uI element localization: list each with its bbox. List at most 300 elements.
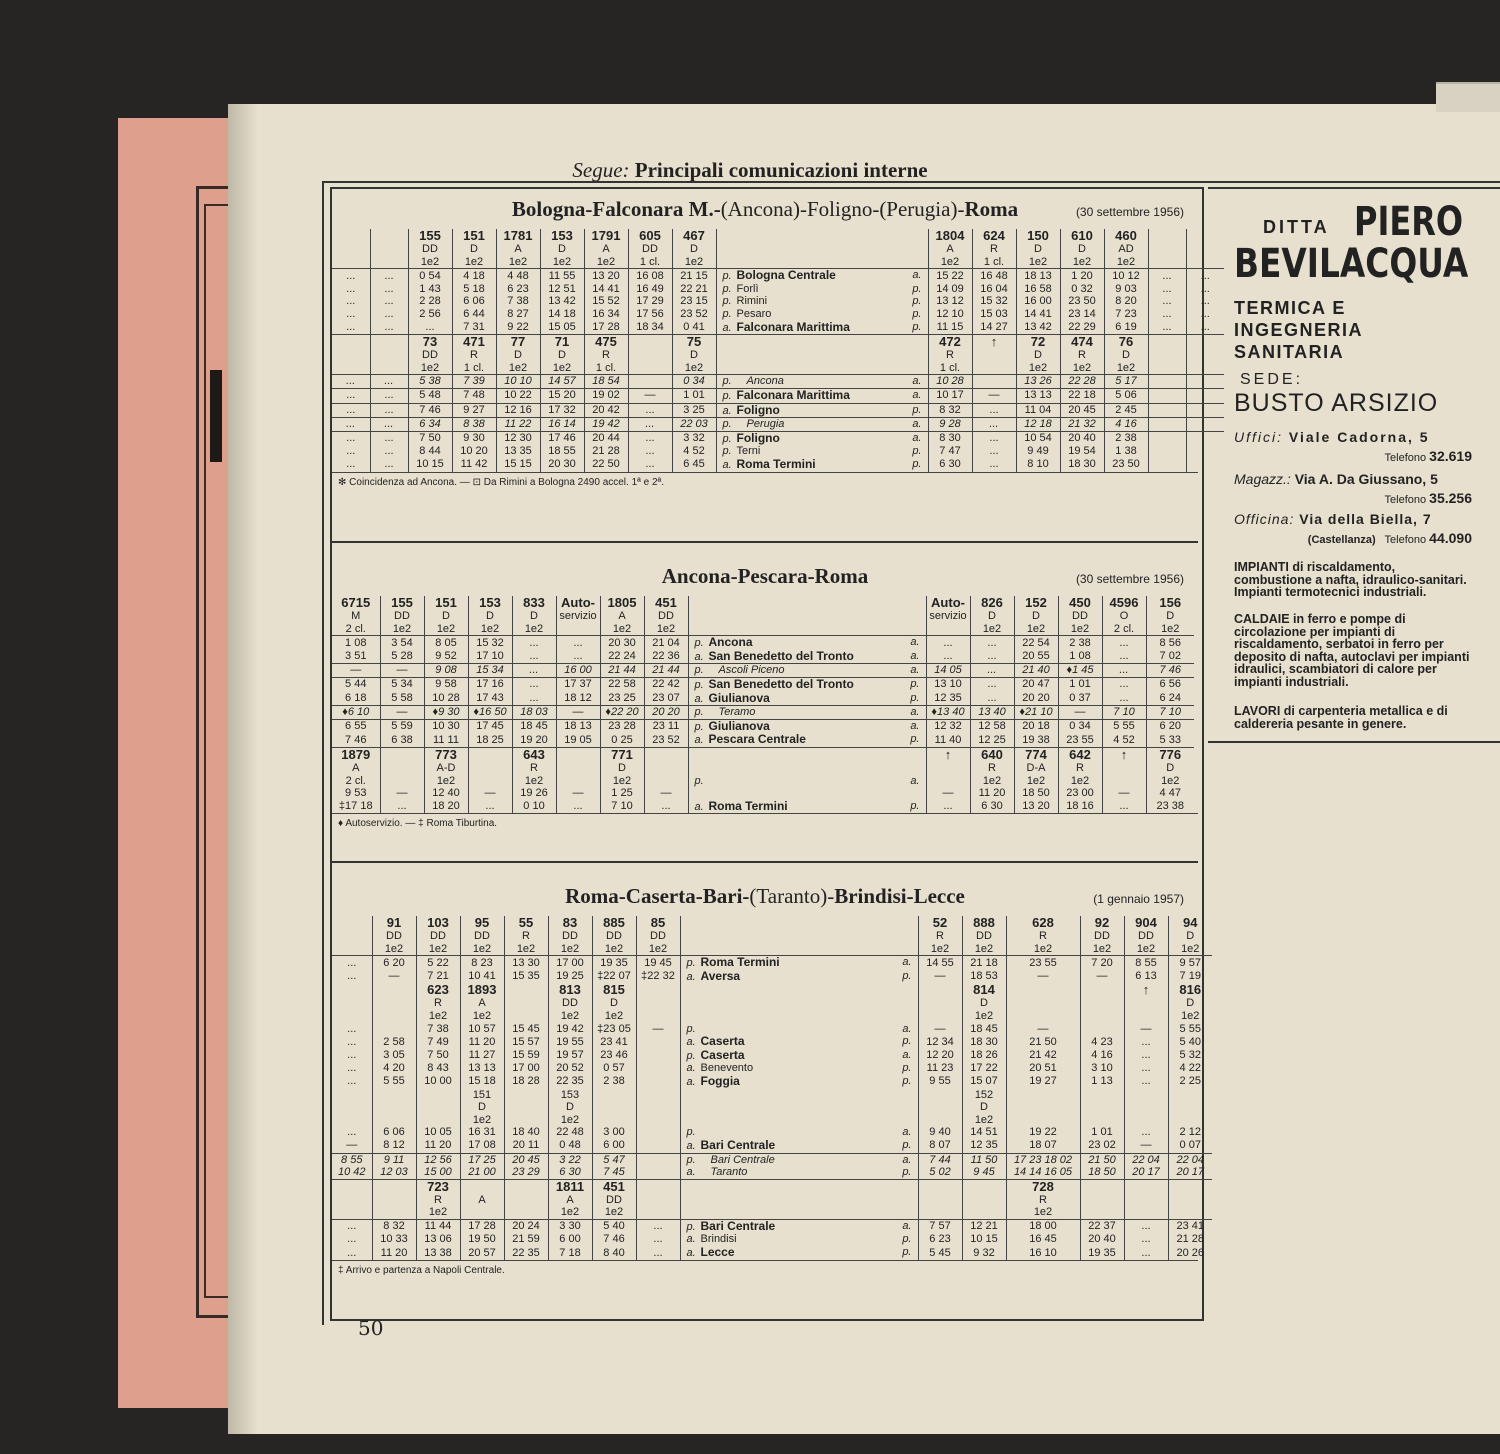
section-date: (30 settembre 1956): [1075, 205, 1184, 219]
station-cell: [680, 1246, 918, 1260]
time-cell: 12 25: [970, 733, 1014, 747]
time-cell: 23 52: [644, 733, 688, 747]
time-cell: 23 46: [592, 1049, 636, 1063]
time-cell: 1e2: [1168, 943, 1212, 956]
station-name: Bari Centrale: [710, 1153, 775, 1166]
time-cell: 19 57: [548, 1049, 592, 1063]
time-cell: 16 00: [1016, 295, 1060, 308]
time-cell: 1e2: [1060, 362, 1104, 375]
time-cell: [380, 747, 424, 762]
direction-mark: a.: [912, 431, 922, 444]
time-cell: [556, 623, 600, 636]
time-cell: 23 52: [672, 308, 716, 321]
time-cell: 10 05: [416, 1126, 460, 1139]
time-cell: 1e2: [970, 775, 1014, 788]
time-cell: DD: [1124, 930, 1168, 943]
time-cell: AD: [1104, 243, 1148, 256]
table-row: [332, 362, 1224, 375]
direction-mark: p.: [722, 295, 732, 308]
time-cell: ...: [346, 458, 356, 471]
time-cell: ...: [1102, 677, 1146, 691]
time-cell: 23 41: [1168, 1219, 1212, 1233]
time-cell: 20 45: [1060, 403, 1104, 418]
time-cell: 1 01: [1058, 677, 1102, 691]
time-cell: 21 40: [1014, 664, 1058, 678]
time-cell: 776: [1146, 747, 1194, 762]
time-cell: ...: [332, 431, 370, 445]
time-cell: [680, 1114, 918, 1127]
time-cell: A: [928, 243, 972, 256]
time-cell: 20 52: [548, 1062, 592, 1075]
time-cell: 13 42: [1016, 321, 1060, 335]
time-cell: 20 40: [1080, 1233, 1124, 1246]
time-cell: ♦9 30: [424, 706, 468, 720]
section-header: [332, 876, 1198, 916]
time-cell: 5 06: [1104, 388, 1148, 403]
time-cell: [644, 775, 688, 788]
time-cell: 1e2: [1146, 623, 1194, 636]
time-cell: 6 24: [1146, 692, 1194, 706]
time-cell: [1148, 403, 1186, 418]
time-cell: [332, 1194, 372, 1207]
time-cell: 21 18: [962, 956, 1006, 970]
ad-phone-number: 32.619: [1429, 448, 1472, 464]
time-cell: 20 17: [1168, 1166, 1212, 1179]
time-cell: 21 00: [460, 1166, 504, 1179]
time-cell: ...: [926, 800, 970, 814]
ad-officina-phone: [1308, 530, 1472, 546]
time-cell: 1e2: [962, 943, 1006, 956]
direction-mark: a.: [910, 649, 920, 662]
time-cell: 7 38: [496, 295, 540, 308]
station-name: Falconara Marittima: [736, 388, 850, 402]
time-cell: 15 15: [496, 458, 540, 472]
time-cell: 22 50: [584, 458, 628, 472]
time-cell: ...: [1102, 692, 1146, 706]
time-cell: 12 40: [424, 787, 468, 800]
time-cell: 10 12: [1104, 269, 1148, 283]
time-cell: [1148, 256, 1186, 269]
time-cell: 15 35: [504, 970, 548, 984]
ad-phone-number: 35.256: [1429, 490, 1472, 506]
time-cell: 1804: [928, 229, 972, 243]
time-cell: 475: [584, 335, 628, 350]
time-cell: [636, 997, 680, 1010]
time-cell: 18 34: [628, 321, 672, 335]
time-cell: 14 27: [972, 321, 1016, 335]
station-name: Ancona: [708, 635, 753, 650]
table-row: [332, 349, 1224, 362]
time-cell: 1e2: [636, 943, 680, 956]
time-cell: 3 10: [1080, 1062, 1124, 1075]
table-row: [332, 916, 1212, 930]
time-cell: 17 45: [468, 719, 512, 733]
direction-mark: a.: [686, 970, 696, 983]
time-cell: D: [970, 610, 1014, 623]
time-cell: ...: [347, 1246, 357, 1259]
time-cell: ...: [1102, 650, 1146, 664]
time-cell: 1e2: [512, 623, 556, 636]
time-cell: 16 14: [540, 418, 584, 432]
direction-mark: a.: [910, 774, 920, 787]
time-cell: ...: [347, 1035, 357, 1048]
time-cell: [460, 1179, 504, 1194]
time-cell: ...: [347, 970, 357, 983]
time-cell: 467: [672, 229, 716, 243]
time-cell: 1e2: [672, 256, 716, 269]
time-cell: 8 12: [372, 1139, 416, 1153]
time-cell: 14 14 16 05: [1006, 1166, 1080, 1179]
time-cell: 12 18: [1016, 418, 1060, 432]
time-cell: [370, 243, 408, 256]
time-cell: [680, 930, 918, 943]
station-cell: [688, 664, 926, 678]
station-cell: [688, 706, 926, 720]
direction-mark: p.: [686, 1153, 696, 1166]
time-cell: 771: [600, 747, 644, 762]
time-cell: [504, 1179, 548, 1194]
station-name: Taranto: [710, 1166, 748, 1179]
direction-mark: p.: [686, 1049, 696, 1062]
time-cell: 103: [416, 916, 460, 930]
time-cell: [1168, 1179, 1212, 1194]
time-cell: [1006, 1101, 1080, 1114]
table-row: [332, 970, 1212, 984]
time-cell: 19 54: [1060, 445, 1104, 458]
time-cell: 13 12: [928, 295, 972, 308]
advertisement: [1208, 187, 1500, 743]
time-cell: 19 02: [584, 388, 628, 403]
station-name: Brindisi: [700, 1233, 737, 1246]
time-cell: 3 25: [672, 403, 716, 418]
station-name: Foggia: [700, 1074, 740, 1088]
time-cell: 6 00: [548, 1233, 592, 1246]
time-cell: 814: [962, 983, 1006, 997]
time-cell: 6 55: [332, 719, 380, 733]
direction-mark: p.: [910, 691, 920, 704]
time-cell: 94: [1168, 916, 1212, 930]
time-cell: 20 30: [600, 636, 644, 650]
time-cell: 628: [1006, 916, 1080, 930]
direction-mark: p.: [686, 957, 696, 970]
time-cell: M: [351, 610, 361, 622]
time-cell: R: [1058, 762, 1102, 775]
time-cell: 11 20: [970, 787, 1014, 800]
time-cell: 153: [548, 1089, 592, 1102]
time-cell: ...: [970, 692, 1014, 706]
time-cell: 18 20: [424, 800, 468, 814]
direction-mark: p.: [694, 678, 704, 691]
time-cell: 8 55: [1124, 956, 1168, 970]
time-cell: 19 27: [1006, 1075, 1080, 1089]
time-cell: A: [352, 761, 360, 774]
time-cell: 1e2: [1016, 256, 1060, 269]
time-cell: 23 02: [1080, 1139, 1124, 1153]
time-cell: 17 28: [460, 1219, 504, 1233]
time-cell: [716, 229, 928, 243]
station-name: Benevento: [700, 1062, 754, 1075]
time-cell: [370, 362, 408, 375]
time-cell: 7 20: [1080, 956, 1124, 970]
time-cell: [680, 997, 918, 1010]
time-cell: R: [452, 349, 496, 362]
station-name: Bari Centrale: [700, 1219, 776, 1233]
time-cell: ↑: [1124, 983, 1168, 997]
time-cell: —: [1102, 787, 1146, 800]
time-cell: [1006, 983, 1080, 997]
time-cell: 12 35: [962, 1139, 1006, 1153]
table-row: [332, 775, 1194, 788]
time-cell: 18 03: [512, 706, 556, 720]
direction-mark: p.: [694, 720, 704, 733]
time-cell: [680, 983, 918, 997]
time-cell: 21 42: [1006, 1049, 1080, 1063]
time-cell: 6 34: [408, 418, 452, 432]
time-cell: 21 59: [504, 1233, 548, 1246]
time-cell: 5 58: [380, 692, 424, 706]
ad-magazz: [1234, 471, 1474, 487]
page-number: 50: [358, 1316, 384, 1340]
time-cell: [1080, 1010, 1124, 1023]
time-cell: [504, 997, 548, 1010]
time-cell: 12 20: [918, 1049, 962, 1063]
time-cell: 21 50: [1006, 1035, 1080, 1049]
direction-mark: p.: [902, 1166, 912, 1179]
time-cell: 73: [408, 335, 452, 350]
time-cell: [636, 1010, 680, 1023]
time-cell: 6 30: [548, 1166, 592, 1179]
direction-mark: p.: [722, 445, 732, 458]
time-cell: 13 20: [1014, 800, 1058, 814]
station-name: Caserta: [700, 1035, 745, 1049]
time-cell: 3 05: [372, 1049, 416, 1063]
time-cell: 20 18: [1014, 719, 1058, 733]
time-cell: 8 32: [372, 1219, 416, 1233]
time-cell: 1e2: [408, 362, 452, 375]
time-cell: 6 20: [372, 956, 416, 970]
table-row: [332, 1089, 1212, 1102]
station-cell: [716, 431, 928, 445]
time-cell: 2 58: [372, 1035, 416, 1049]
time-cell: 1e2: [548, 943, 592, 956]
station-name: Pesaro: [736, 307, 772, 320]
time-cell: 17 10: [468, 650, 512, 664]
time-cell: ...: [1148, 295, 1186, 308]
time-cell: 7 02: [1146, 650, 1194, 664]
time-cell: ...: [970, 636, 1014, 650]
time-cell: [372, 1114, 416, 1127]
time-cell: 20 51: [1006, 1062, 1080, 1075]
time-cell: 10 57: [460, 1023, 504, 1036]
time-cell: 7 46: [345, 733, 367, 746]
time-cell: 17 25: [460, 1153, 504, 1166]
time-cell: 11 22: [496, 418, 540, 432]
time-cell: DD: [380, 610, 424, 623]
time-cell: 10 20: [452, 445, 496, 458]
time-cell: 774: [1014, 747, 1058, 762]
ad-ditta: DITTA: [1263, 217, 1330, 237]
time-cell: 13 26: [1016, 375, 1060, 389]
time-cell: D: [1168, 997, 1212, 1010]
time-cell: 17 08: [460, 1139, 504, 1153]
time-cell: ♦16 50: [468, 706, 512, 720]
time-cell: DD: [460, 930, 504, 943]
time-cell: 0 57: [592, 1062, 636, 1075]
time-cell: R: [928, 349, 972, 362]
time-cell: 18 30: [1060, 458, 1104, 472]
time-cell: [332, 1101, 372, 1114]
time-cell: 16 49: [628, 283, 672, 296]
time-cell: 16 31: [460, 1126, 504, 1139]
time-cell: [918, 1206, 962, 1219]
time-cell: 22 37: [1080, 1219, 1124, 1233]
station-cell: [688, 677, 926, 691]
time-cell: 2 56: [408, 308, 452, 321]
time-cell: ...: [1186, 308, 1224, 321]
time-cell: 11 23: [918, 1062, 962, 1075]
time-cell: 15 32: [468, 636, 512, 650]
time-cell: 20 20: [644, 706, 688, 720]
time-cell: ...: [628, 445, 672, 458]
time-cell: 17 32: [540, 403, 584, 418]
time-cell: 15 52: [584, 295, 628, 308]
time-cell: [332, 362, 370, 375]
direction-mark: a.: [686, 1166, 696, 1179]
time-cell: 9 27: [452, 403, 496, 418]
time-cell: [636, 983, 680, 997]
table-row: [332, 943, 1212, 956]
time-cell: [926, 762, 970, 775]
time-cell: ...: [347, 1075, 357, 1088]
table-row: [332, 1233, 1212, 1246]
time-cell: 5 38: [408, 375, 452, 389]
station-cell: [688, 719, 926, 733]
direction-mark: a.: [686, 1036, 696, 1049]
time-cell: 450: [1058, 596, 1102, 610]
time-cell: 16 10: [1006, 1246, 1080, 1260]
time-cell: 20 26: [1168, 1246, 1212, 1260]
time-cell: ...: [628, 431, 672, 445]
time-cell: [332, 335, 370, 350]
time-cell: D: [1014, 610, 1058, 623]
time-cell: 14 05: [926, 664, 970, 678]
ad-paragraph-head: LAVORI: [1234, 704, 1281, 718]
time-cell: [1148, 335, 1186, 350]
time-cell: 20 45: [504, 1153, 548, 1166]
table-row: [332, 388, 1224, 403]
time-cell: 18 40: [504, 1126, 548, 1139]
time-cell: D: [672, 243, 716, 256]
table-row: [332, 747, 1194, 762]
time-cell: ...: [380, 800, 424, 814]
time-cell: 13 35: [496, 445, 540, 458]
time-cell: 12 56: [416, 1153, 460, 1166]
station-name: Caserta: [700, 1048, 745, 1062]
time-cell: 5 18: [452, 283, 496, 296]
time-cell: O: [1102, 610, 1146, 623]
time-cell: 8 30: [928, 431, 972, 445]
time-cell: ↑: [972, 335, 1016, 350]
ad-city: BUSTO ARSIZIO: [1234, 389, 1439, 417]
time-cell: [636, 1075, 680, 1089]
station-cell: [716, 295, 928, 308]
time-cell: 11 40: [926, 733, 970, 747]
time-cell: 4 52: [672, 445, 716, 458]
time-cell: ...: [346, 282, 356, 295]
time-cell: 723: [416, 1179, 460, 1194]
time-cell: 21 44: [600, 664, 644, 678]
time-cell: 8 32: [928, 403, 972, 418]
time-cell: 3 54: [380, 636, 424, 650]
time-cell: 6 23: [918, 1233, 962, 1246]
time-cell: 4 16: [1080, 1049, 1124, 1063]
direction-mark: p.: [694, 664, 704, 677]
time-cell: D: [512, 610, 556, 623]
time-cell: [468, 747, 512, 762]
time-cell: 642: [1058, 747, 1102, 762]
time-cell: —: [636, 1023, 680, 1036]
time-cell: ...: [1124, 1062, 1168, 1075]
time-cell: [332, 1114, 372, 1127]
time-cell: 85: [636, 916, 680, 930]
direction-mark: p.: [722, 418, 732, 431]
time-cell: 5 17: [1104, 375, 1148, 389]
time-cell: 10 28: [424, 692, 468, 706]
time-cell: [1124, 1206, 1168, 1219]
table-row: [332, 719, 1194, 733]
time-cell: DD: [408, 243, 452, 256]
time-cell: [504, 1101, 548, 1114]
time-cell: 13 30: [504, 956, 548, 970]
time-cell: 6715: [341, 596, 371, 610]
time-cell: D: [592, 997, 636, 1010]
table-row: [332, 706, 1194, 720]
time-cell: ...: [370, 388, 408, 403]
time-cell: 1 08: [1058, 650, 1102, 664]
ad-subtitle-line: SANITARIA: [1234, 342, 1345, 362]
time-cell: [680, 1206, 918, 1219]
time-cell: 11 04: [1016, 403, 1060, 418]
time-cell: 6 06: [372, 1126, 416, 1139]
time-cell: D: [1104, 349, 1148, 362]
station-cell: [680, 1049, 918, 1063]
station-cell: [716, 418, 928, 432]
time-cell: 14 41: [584, 283, 628, 296]
time-cell: 1 cl.: [928, 362, 972, 375]
time-cell: 1e2: [1006, 1206, 1080, 1219]
time-cell: [332, 943, 372, 956]
time-cell: 19 45: [636, 956, 680, 970]
time-cell: 3 32: [672, 431, 716, 445]
time-cell: 1e2: [584, 256, 628, 269]
direction-mark: p.: [902, 1074, 912, 1087]
time-cell: ...: [332, 956, 372, 970]
ad-officina: [1234, 511, 1474, 527]
time-cell: ...: [644, 800, 688, 814]
time-cell: 12 51: [540, 283, 584, 296]
time-cell: 10 17: [928, 388, 972, 403]
time-cell: 9 40: [918, 1126, 962, 1139]
time-cell: ‡17 18: [338, 800, 373, 813]
time-cell: 1e2: [1058, 623, 1102, 636]
time-cell: 7 31: [452, 321, 496, 335]
station-cell: [680, 1075, 918, 1089]
time-cell: 472: [928, 335, 972, 350]
ad-officina-label: Officina:: [1234, 511, 1295, 527]
ad-paragraph-head: CALDAIE: [1234, 612, 1290, 626]
time-cell: [688, 747, 926, 762]
time-cell: 19 26: [512, 787, 556, 800]
